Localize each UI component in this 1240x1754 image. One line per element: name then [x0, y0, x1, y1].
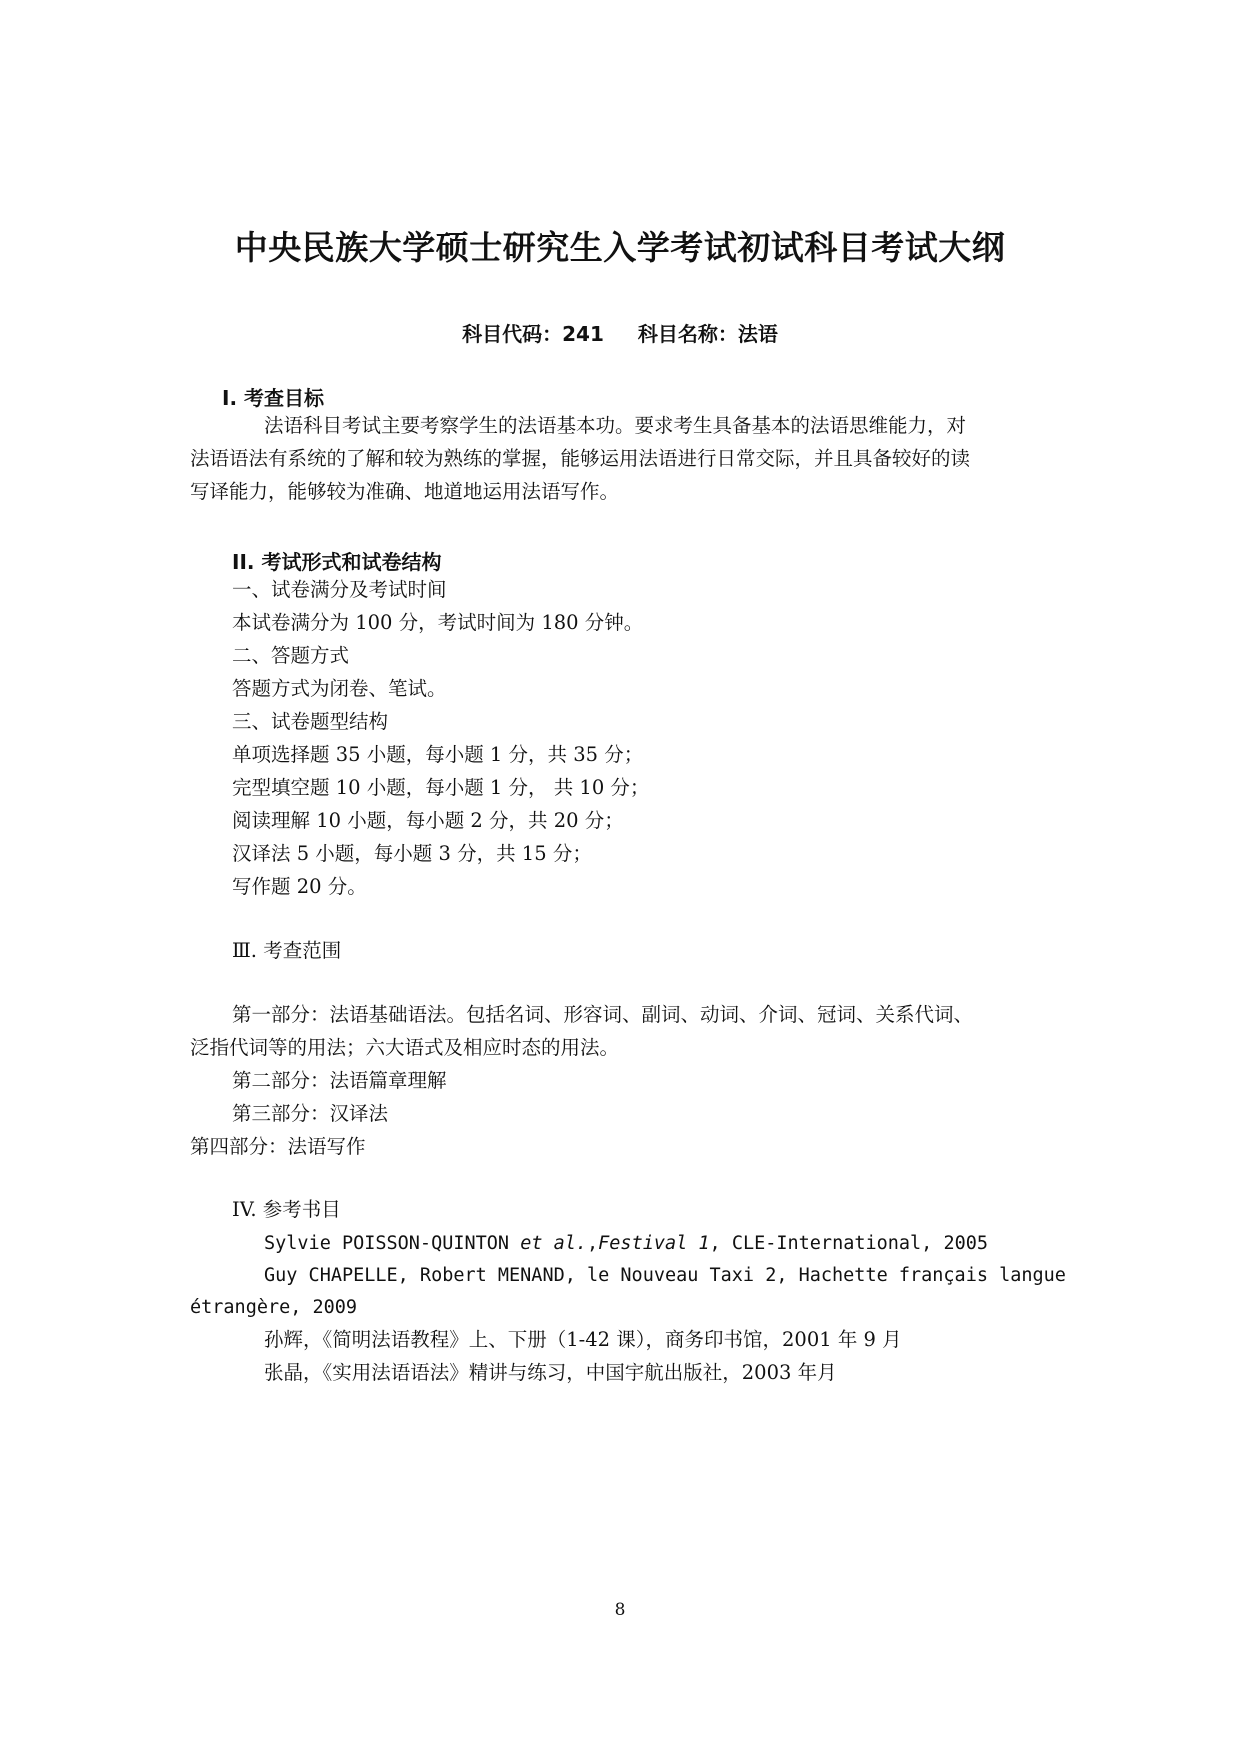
reference-2-line-2: étrangère, 2009 [190, 1297, 358, 1318]
scope-part-4: 第四部分：法语写作 [190, 1135, 366, 1158]
format-line: 答题方式为闭卷、笔试。 [232, 677, 447, 700]
reference-3: 孙辉，《简明法语教程》上、下册（1-42 课），商务印书馆，2001 年 9 月 [264, 1328, 902, 1351]
scope-part-2: 第二部分：法语篇章理解 [232, 1069, 447, 1092]
format-line: 汉译法 5 小题，每小题 3 分，共 15 分； [232, 842, 592, 865]
section-heading-objectives: I. 考查目标 [222, 386, 325, 410]
format-line: 本试卷满分为 100 分，考试时间为 180 分钟。 [232, 611, 644, 634]
reference-4: 张晶，《实用法语语法》精讲与练习，中国宇航出版社，2003 年月 [264, 1361, 837, 1384]
objectives-line-3: 写译能力，能够较为准确、地道地运用法语写作。 [190, 480, 620, 503]
format-line: 二、答题方式 [232, 644, 350, 667]
scope-part-3: 第三部分：汉译法 [232, 1102, 389, 1125]
objectives-line-1: 法语科目考试主要考察学生的法语基本功。要求考生具备基本的法语思维能力，对 [264, 414, 967, 437]
subject-name: 科目名称：法语 [637, 322, 778, 346]
format-line: 阅读理解 10 小题，每小题 2 分，共 20 分； [232, 809, 624, 832]
page-title: 中央民族大学硕士研究生入学考试初试科目考试大纲 [234, 228, 1006, 267]
subject-code: 科目代码：241 [462, 322, 604, 346]
objectives-line-2: 法语语法有系统的了解和较为熟练的掌握，能够运用法语进行日常交际，并且具备较好的读 [190, 447, 971, 470]
format-line: 单项选择题 35 小题，每小题 1 分，共 35 分； [232, 743, 644, 766]
section-heading-format: II. 考试形式和试卷结构 [232, 550, 442, 574]
scope-part-1-line-1: 第一部分：法语基础语法。包括名词、形容词、副词、动词、介词、冠词、关系代词、 [232, 1003, 974, 1026]
subject-line [0, 318, 1240, 347]
format-line: 三、试卷题型结构 [232, 710, 389, 733]
format-line: 完型填空题 10 小题，每小题 1 分， 共 10 分； [232, 776, 650, 799]
reference-2-line-1: Guy CHAPELLE, Robert MENAND, le Nouveau Taxi 2, Hachette français langue [264, 1265, 1066, 1286]
format-line: 写作题 20 分。 [232, 875, 367, 898]
section-heading-references: IV. 参考书目 [232, 1198, 341, 1221]
reference-1: Sylvie POISSON-QUINTON et al.,Festival 1, CLE-International, 2005 [264, 1233, 988, 1254]
scope-part-1-line-2: 泛指代词等的用法；六大语式及相应时态的用法。 [190, 1036, 620, 1059]
page-number: 8 [614, 1600, 626, 1620]
section-heading-scope: Ⅲ. 考查范围 [232, 939, 342, 962]
format-line: 一、试卷满分及考试时间 [232, 578, 447, 601]
